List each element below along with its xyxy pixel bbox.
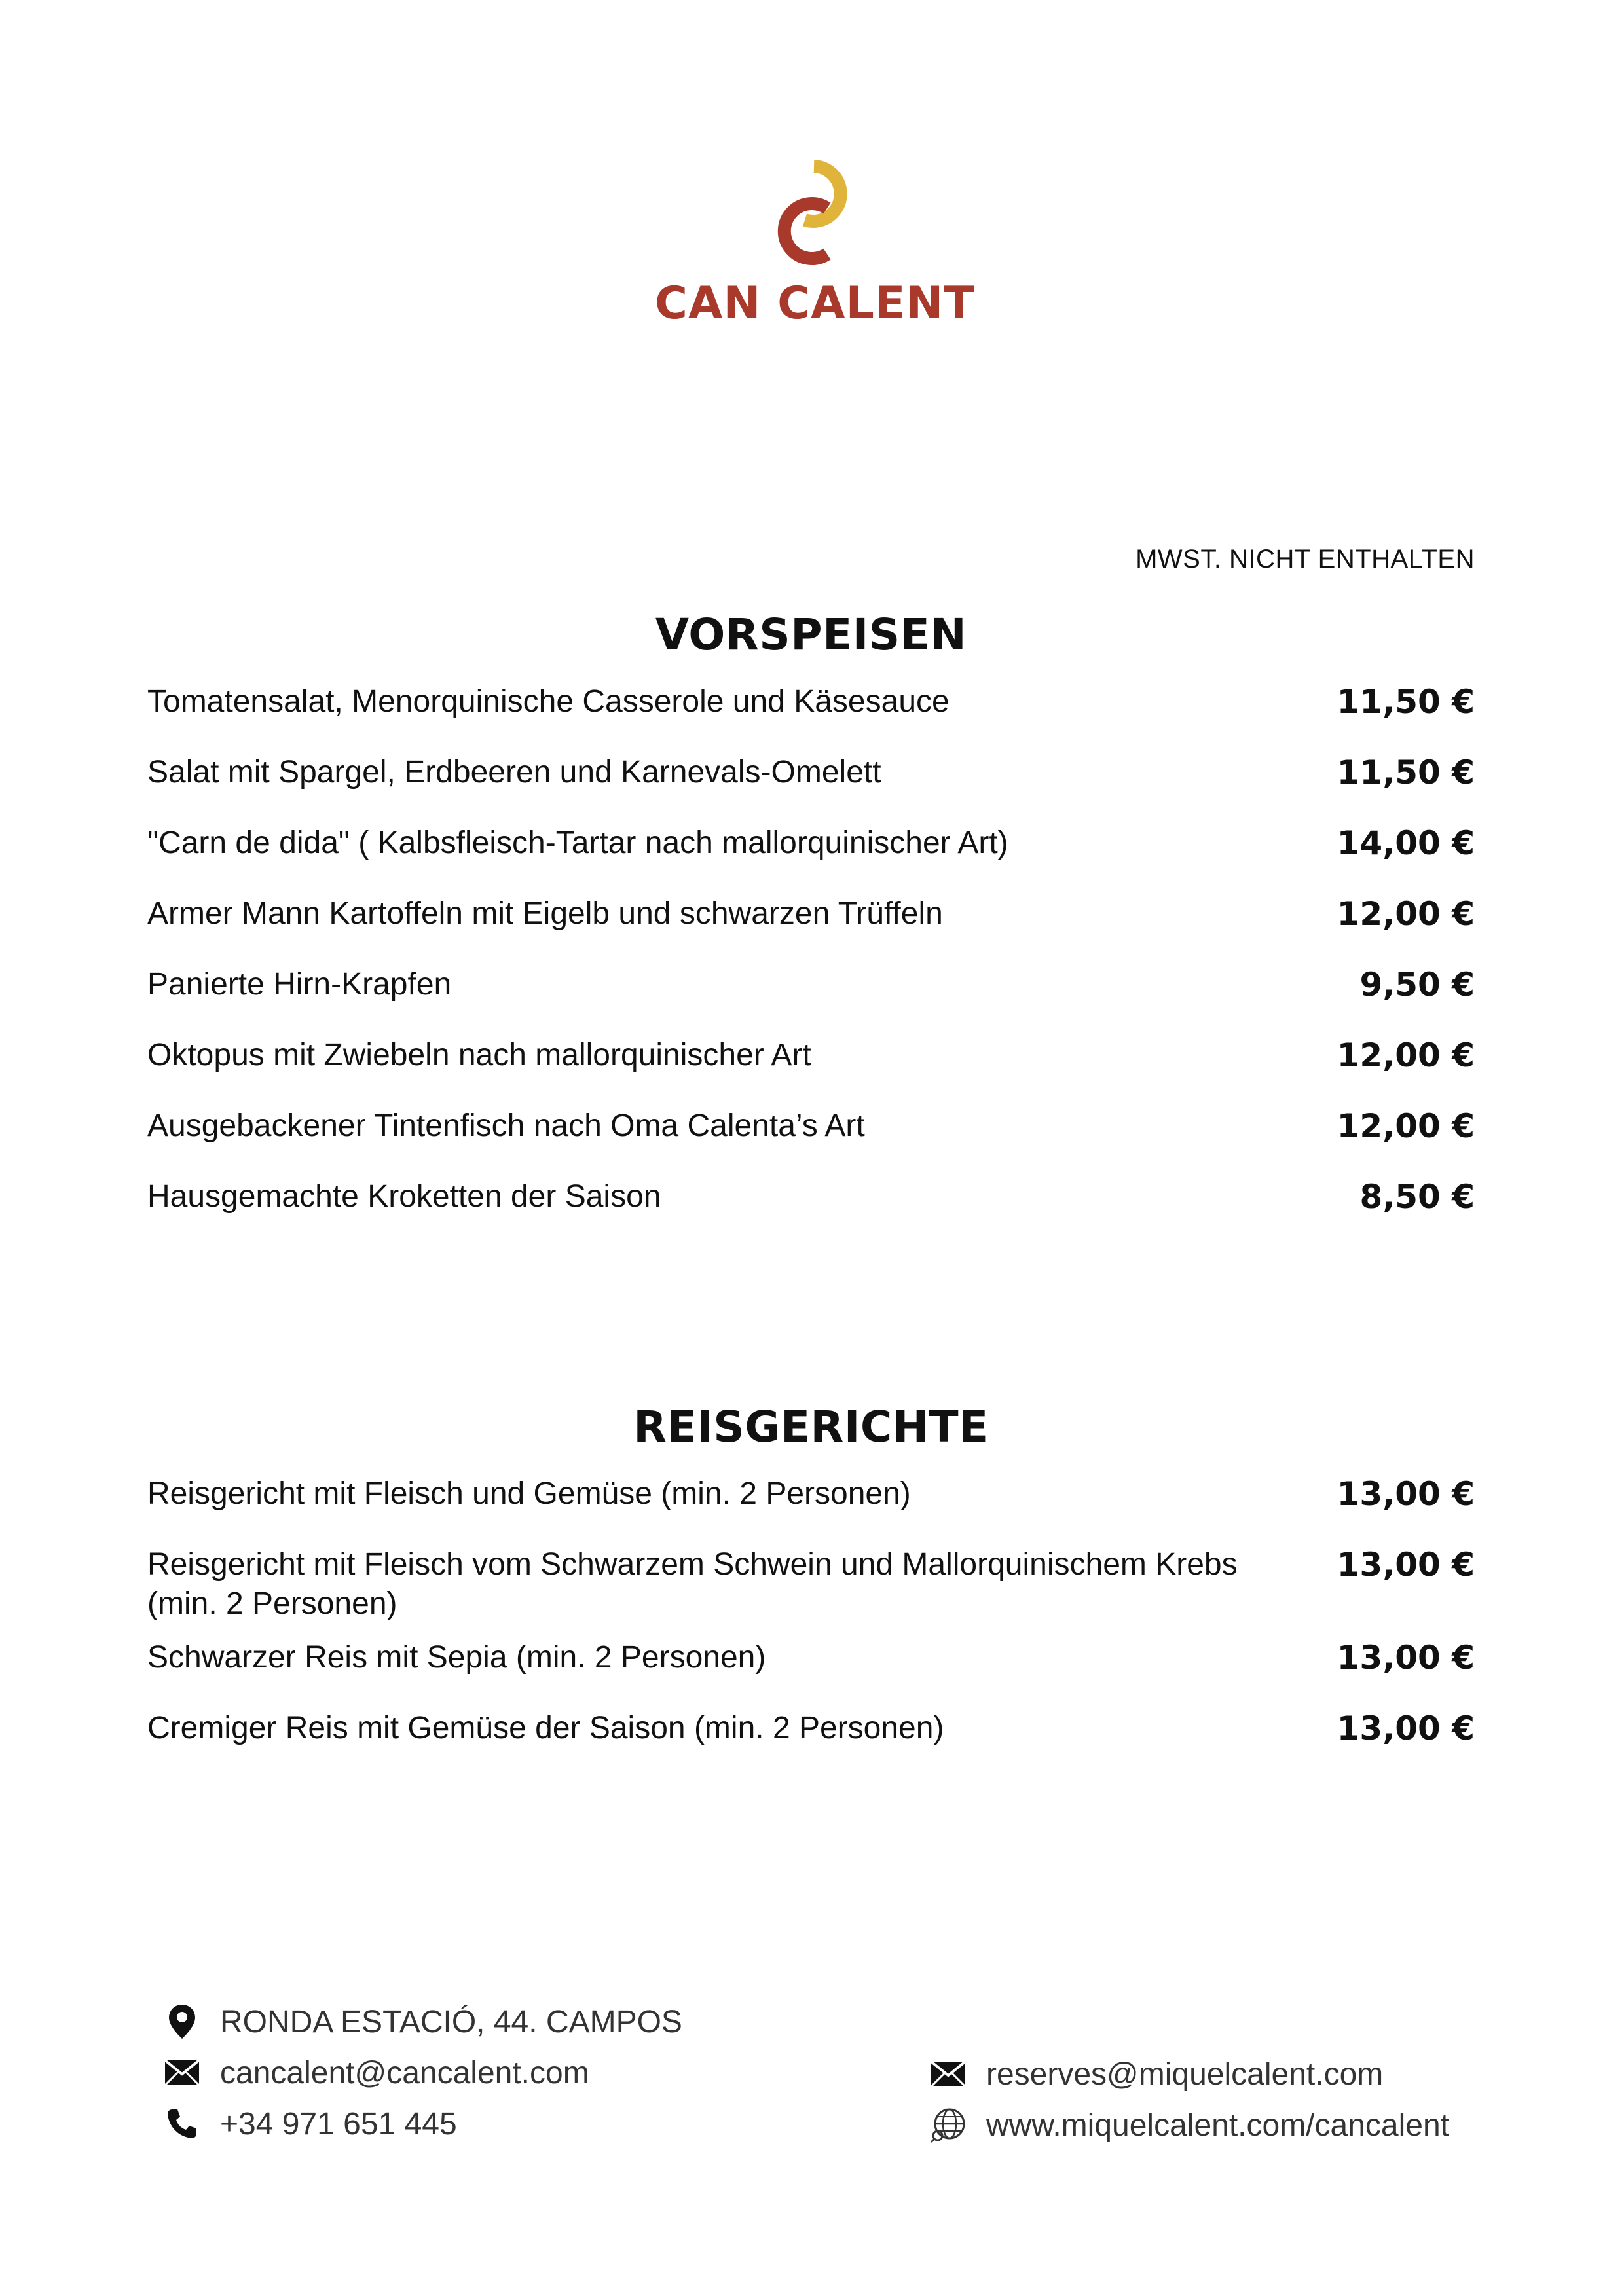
menu-item bbox=[147, 682, 1475, 753]
item-price: 13,00 € bbox=[1337, 1639, 1475, 1677]
envelope-icon bbox=[164, 2054, 200, 2091]
vat-note: MWST. NICHT ENTHALTEN bbox=[1135, 545, 1475, 574]
reservations-email-link[interactable]: reserves@miquelcalent.com bbox=[986, 2056, 1384, 2092]
item-name: Reisgericht mit Fleisch vom Schwarzem Schwein und Mallorquinischem Krebs (min. 2 Personen) bbox=[147, 1547, 1238, 1621]
item-price: 13,00 € bbox=[1337, 1475, 1475, 1513]
section-title: REISGERICHTE bbox=[633, 1402, 989, 1452]
menu-item bbox=[147, 753, 1475, 824]
item-name: Cremiger Reis mit Gemüse der Saison (min. 2 Personen) bbox=[147, 1711, 944, 1745]
reservations-row bbox=[930, 2056, 1383, 2092]
menu-item bbox=[147, 1545, 1475, 1638]
item-price: 11,50 € bbox=[1337, 754, 1475, 792]
address-text: RONDA ESTACIÓ, 44. CAMPOS bbox=[220, 2004, 682, 2039]
item-name: Schwarzer Reis mit Sepia (min. 2 Personen) bbox=[147, 1640, 766, 1675]
item-price: 13,00 € bbox=[1337, 1546, 1475, 1584]
menu-item bbox=[147, 1177, 1475, 1248]
menu-item bbox=[147, 1106, 1475, 1177]
email-link[interactable]: cancalent@cancalent.com bbox=[220, 2055, 589, 2090]
menu-item bbox=[147, 1474, 1475, 1545]
phone-icon bbox=[164, 2105, 200, 2142]
item-price: 9,50 € bbox=[1359, 966, 1475, 1004]
website-link[interactable]: www.miquelcalent.com/cancalent bbox=[986, 2107, 1449, 2143]
envelope-icon bbox=[930, 2056, 967, 2092]
menu-item bbox=[147, 1709, 1475, 1779]
contact-footer bbox=[164, 2003, 1460, 2187]
map-pin-icon bbox=[164, 2003, 200, 2040]
item-name: Tomatensalat, Menorquinische Casserole und Käsesauce bbox=[147, 684, 950, 719]
item-price: 14,00 € bbox=[1337, 824, 1475, 862]
item-name: Reisgericht mit Fleisch und Gemüse (min. 2 Personen) bbox=[147, 1476, 911, 1511]
logo bbox=[655, 157, 975, 347]
menu-item bbox=[147, 1036, 1475, 1106]
address-row bbox=[164, 2003, 682, 2040]
phone-link[interactable]: +34 971 651 445 bbox=[220, 2106, 457, 2141]
item-price: 11,50 € bbox=[1337, 683, 1475, 721]
item-name: "Carn de dida" ( Kalbsfleisch-Tartar nach mallorquinischer Art) bbox=[147, 826, 1008, 860]
menu-list bbox=[147, 1474, 1475, 1779]
item-name: Oktopus mit Zwiebeln nach mallorquinischer Art bbox=[147, 1038, 811, 1072]
item-price: 8,50 € bbox=[1359, 1178, 1475, 1216]
item-name: Hausgemachte Kroketten der Saison bbox=[147, 1179, 661, 1214]
menu-item bbox=[147, 965, 1475, 1036]
email-row bbox=[164, 2054, 589, 2091]
section-rice-dishes bbox=[147, 1394, 1475, 1779]
menu-item bbox=[147, 894, 1475, 965]
item-name: Armer Mann Kartoffeln mit Eigelb und schwarzen Trüffeln bbox=[147, 896, 943, 931]
item-price: 13,00 € bbox=[1337, 1709, 1475, 1747]
website-row bbox=[930, 2107, 1449, 2143]
phone-row bbox=[164, 2105, 457, 2142]
section-starters bbox=[147, 602, 1475, 1248]
item-name: Panierte Hirn-Krapfen bbox=[147, 967, 452, 1002]
menu-item bbox=[147, 1638, 1475, 1709]
item-price: 12,00 € bbox=[1337, 1107, 1475, 1145]
logo-mark-icon bbox=[763, 157, 861, 268]
item-name: Ausgebackener Tintenfisch nach Oma Calenta’s Art bbox=[147, 1108, 865, 1143]
section-title: VORSPEISEN bbox=[655, 610, 967, 660]
menu-list bbox=[147, 682, 1475, 1248]
item-price: 12,00 € bbox=[1337, 1036, 1475, 1074]
logo-wordmark: CAN CALENT bbox=[655, 278, 975, 329]
menu-item bbox=[147, 824, 1475, 894]
globe-icon bbox=[930, 2107, 967, 2143]
item-price: 12,00 € bbox=[1337, 895, 1475, 933]
item-name: Salat mit Spargel, Erdbeeren und Karnevals-Omelett bbox=[147, 755, 881, 790]
